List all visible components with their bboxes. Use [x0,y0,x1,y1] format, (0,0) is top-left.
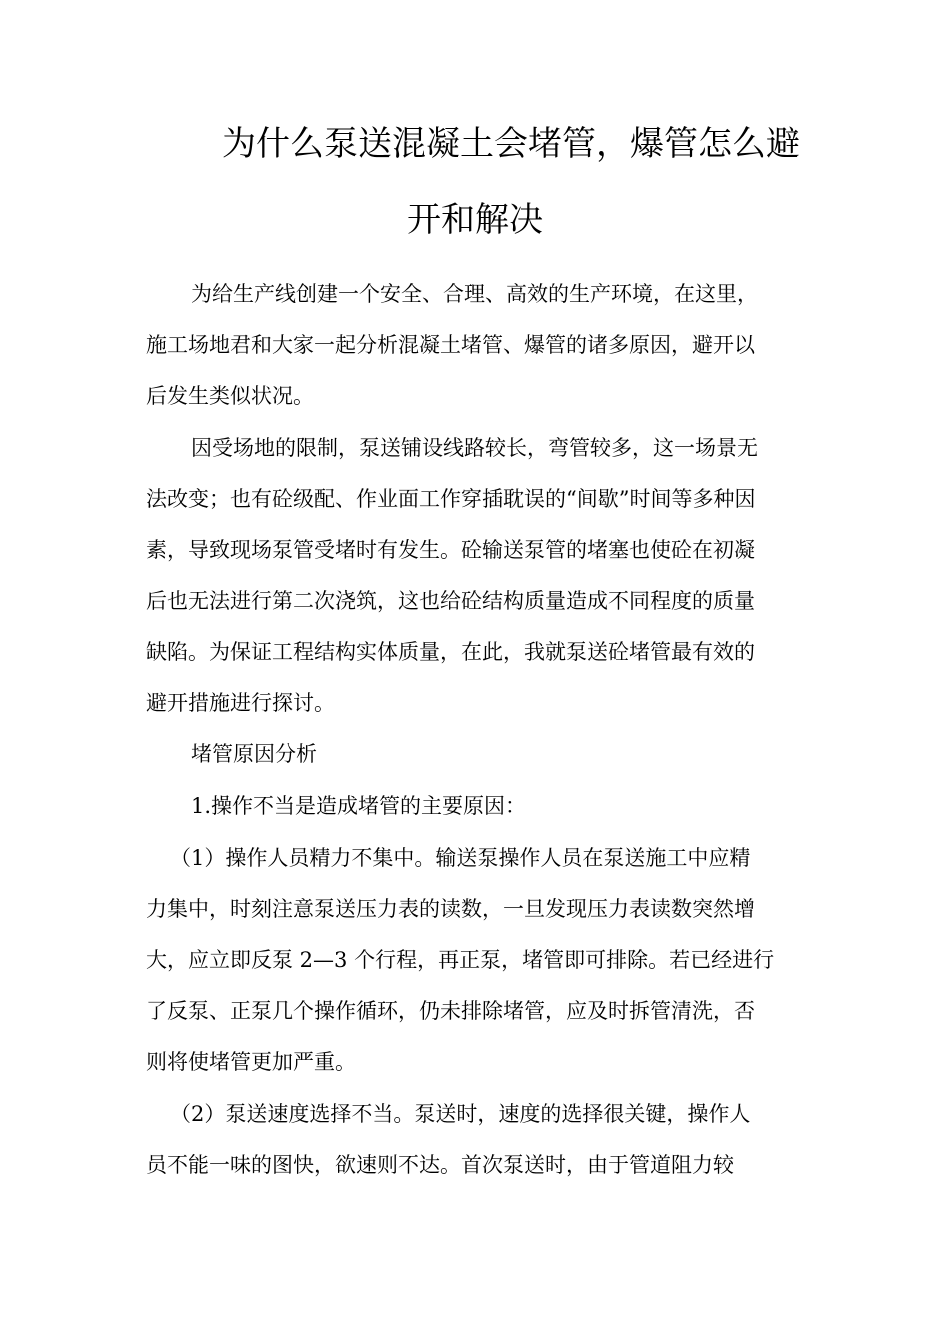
paragraph-line: 力集中，时刻注意泵送压力表的读数，一旦发现压力表读数突然增 [146,897,755,921]
subsection-heading: 1.操作不当是造成堵管的主要原因： [191,794,527,818]
document-title-line-1: 为什么泵送混凝土会堵管，爆管怎么避 [222,124,800,164]
paragraph-line: 施工场地君和大家一起分析混凝土堵管、爆管的诸多原因，避开以 [146,333,755,357]
paragraph-line: 则将使堵管更加严重。 [146,1050,356,1074]
paragraph-line: 了反泵、正泵几个操作循环，仍未排除堵管，应及时拆管清洗，否 [146,999,755,1023]
paragraph-line: 避开措施进行探讨。 [146,691,335,715]
paragraph-line: 缺陷。为保证工程结构实体质量，在此，我就泵送砼堵管最有效的 [146,640,755,664]
document-title-line-2: 开和解决 [407,200,543,240]
paragraph-line: 大，应立即反泵 2—3 个行程，再正泵，堵管即可排除。若已经进行 [146,948,775,972]
paragraph-line: 员不能一味的图快，欲速则不达。首次泵送时，由于管道阻力较 [146,1153,734,1177]
paragraph-line: 后发生类似状况。 [146,384,314,408]
paragraph-line: 为给生产线创建一个安全、合理、高效的生产环境，在这里， [191,282,758,306]
paragraph-line: 因受场地的限制，泵送铺设线路较长，弯管较多，这一场景无 [191,436,758,460]
paragraph-line: 后也无法进行第二次浇筑，这也给砼结构质量造成不同程度的质量 [146,589,755,613]
paragraph-line: （2）泵送速度选择不当。泵送时，速度的选择很关键，操作人 [170,1102,751,1126]
paragraph-line: 素，导致现场泵管受堵时有发生。砼输送泵管的堵塞也使砼在初凝 [146,538,755,562]
paragraph-line: （1）操作人员精力不集中。输送泵操作人员在泵送施工中应精 [170,846,751,870]
section-heading: 堵管原因分析 [191,742,317,766]
paragraph-line: 法改变；也有砼级配、作业面工作穿插耽误的“间歇”时间等多种因 [146,487,756,511]
